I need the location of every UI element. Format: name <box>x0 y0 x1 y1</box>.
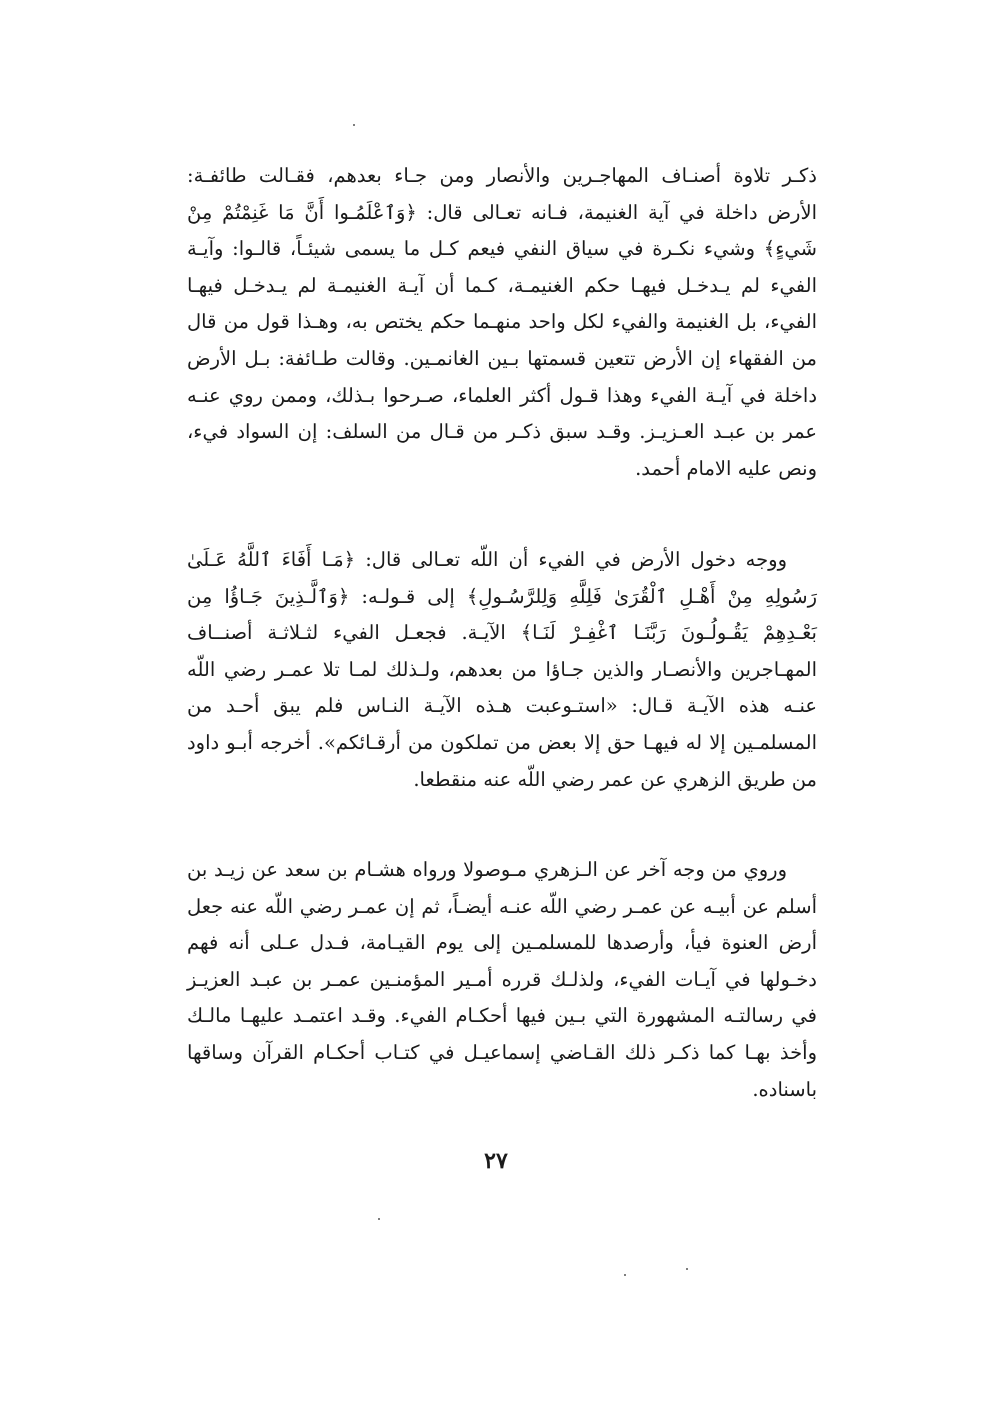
page-number: ٢٧ <box>484 1148 508 1174</box>
paragraph-1-text: ذكـر تلاوة أصنـاف المهاجـرين والأنصار ومن جـاء بعدهم، فقـالت طائفـة: الأرض داخلة في آية الغنيمة، فـانه تعـالى قال: ﴿وَٱعْلَمُـوا أَنَّ مَا غَنِمْتُمْ مِنْ شَيءٍ﴾ وشيء نكـرة في سياق النفي فيعم كـل ما يسمى شيئـاً، قالـوا: وآيـة الفيء لم يـدخـل فيهـا حكم الغنيمـة، كـما أن آيـة الغنيمـة لم يـدخـل فيهـا الفيء، بل الغنيمة والفيء لكل واحد منهـما حكم يختص به، وهـذا قول من قال من الفقهاء إن الأرض تتعين قسمتها بـين الغانمـين. وقالت طـائفة: بـل الأرض داخلة في آيـة الفيء وهذا قـول أكثر العلماء، صـرحوا بـذلك، وممن روي عنـه عمر بن عبـد العـزيـز. وقـد سبق ذكـر من قـال من السلف: إن السواد فيء، ونص عليه الامام أحمد. <box>187 164 817 480</box>
paragraph-1 <box>187 158 817 487</box>
paragraph-3 <box>187 852 817 1108</box>
paragraph-2-text: ووجه دخول الأرض في الفيء أن اللّه تعـالى قال: ﴿مَـا أَفَاءَ ٱللَّهُ عَـلَىٰ رَسُولِهِ مِنْ أَهْـلِ ٱلْقُرَىٰ فَلِلَّهِ وَلِلرَّسُـولِ﴾ إلى قـولـه: ﴿وَٱلَّـذِينَ جَـاؤُا مِن بَعْـدِهِمْ يَقُـولُـونَ رَبَّنَـا ٱغْفِـرْ لَنَـا﴾ الآيـة. فجعـل الفيء لثـلاثـة أصنــاف المهـاجرين والأنصـار والذين جـاؤا من بعدهم، ولـذلك لمـا تلا عمـر رضي اللّه عنـه هذه الآيـة قـال: «استـوعبت هـذه الآيـة النـاس فلم يبق أحـد من المسلمـين إلا له فيهـا حق إلا بعض من تملكون من أرقـائكم». أخرجه أبـو داود من طريق الزهري عن عمر رضي اللّه عنه منقطعا. <box>187 548 817 791</box>
scan-speck <box>378 1218 380 1220</box>
scan-speck <box>624 1274 626 1276</box>
scan-speck <box>353 124 355 126</box>
scan-speck <box>686 1268 688 1270</box>
paragraph-2 <box>187 542 817 798</box>
paragraph-3-text: وروي من وجه آخر عن الـزهري مـوصولا ورواه هشـام بن سعد عن زيـد بن أسلم عن أبيـه عن عمـر رضي اللّه عنـه أيضـاً، ثم إن عمـر رضي اللّه عنه جعل أرض العنوة فيأ، وأرصدها للمسلمـين إلى يوم القيـامة، فـدل عـلى أنه فهم دخـولها في آيـات الفيء، ولذلـك قرره أمـير المؤمنـين عمـر بن عبـد العزيـز في رسالتـه المشهورة التي بـين فيها أحكـام الفيء. وقـد اعتمـد عليهـا مالـك وأخذ بهـا كما ذكـر ذلك القـاضي إسماعيـل في كتـاب أحكـام القرآن وساقها باسناده. <box>187 858 817 1101</box>
